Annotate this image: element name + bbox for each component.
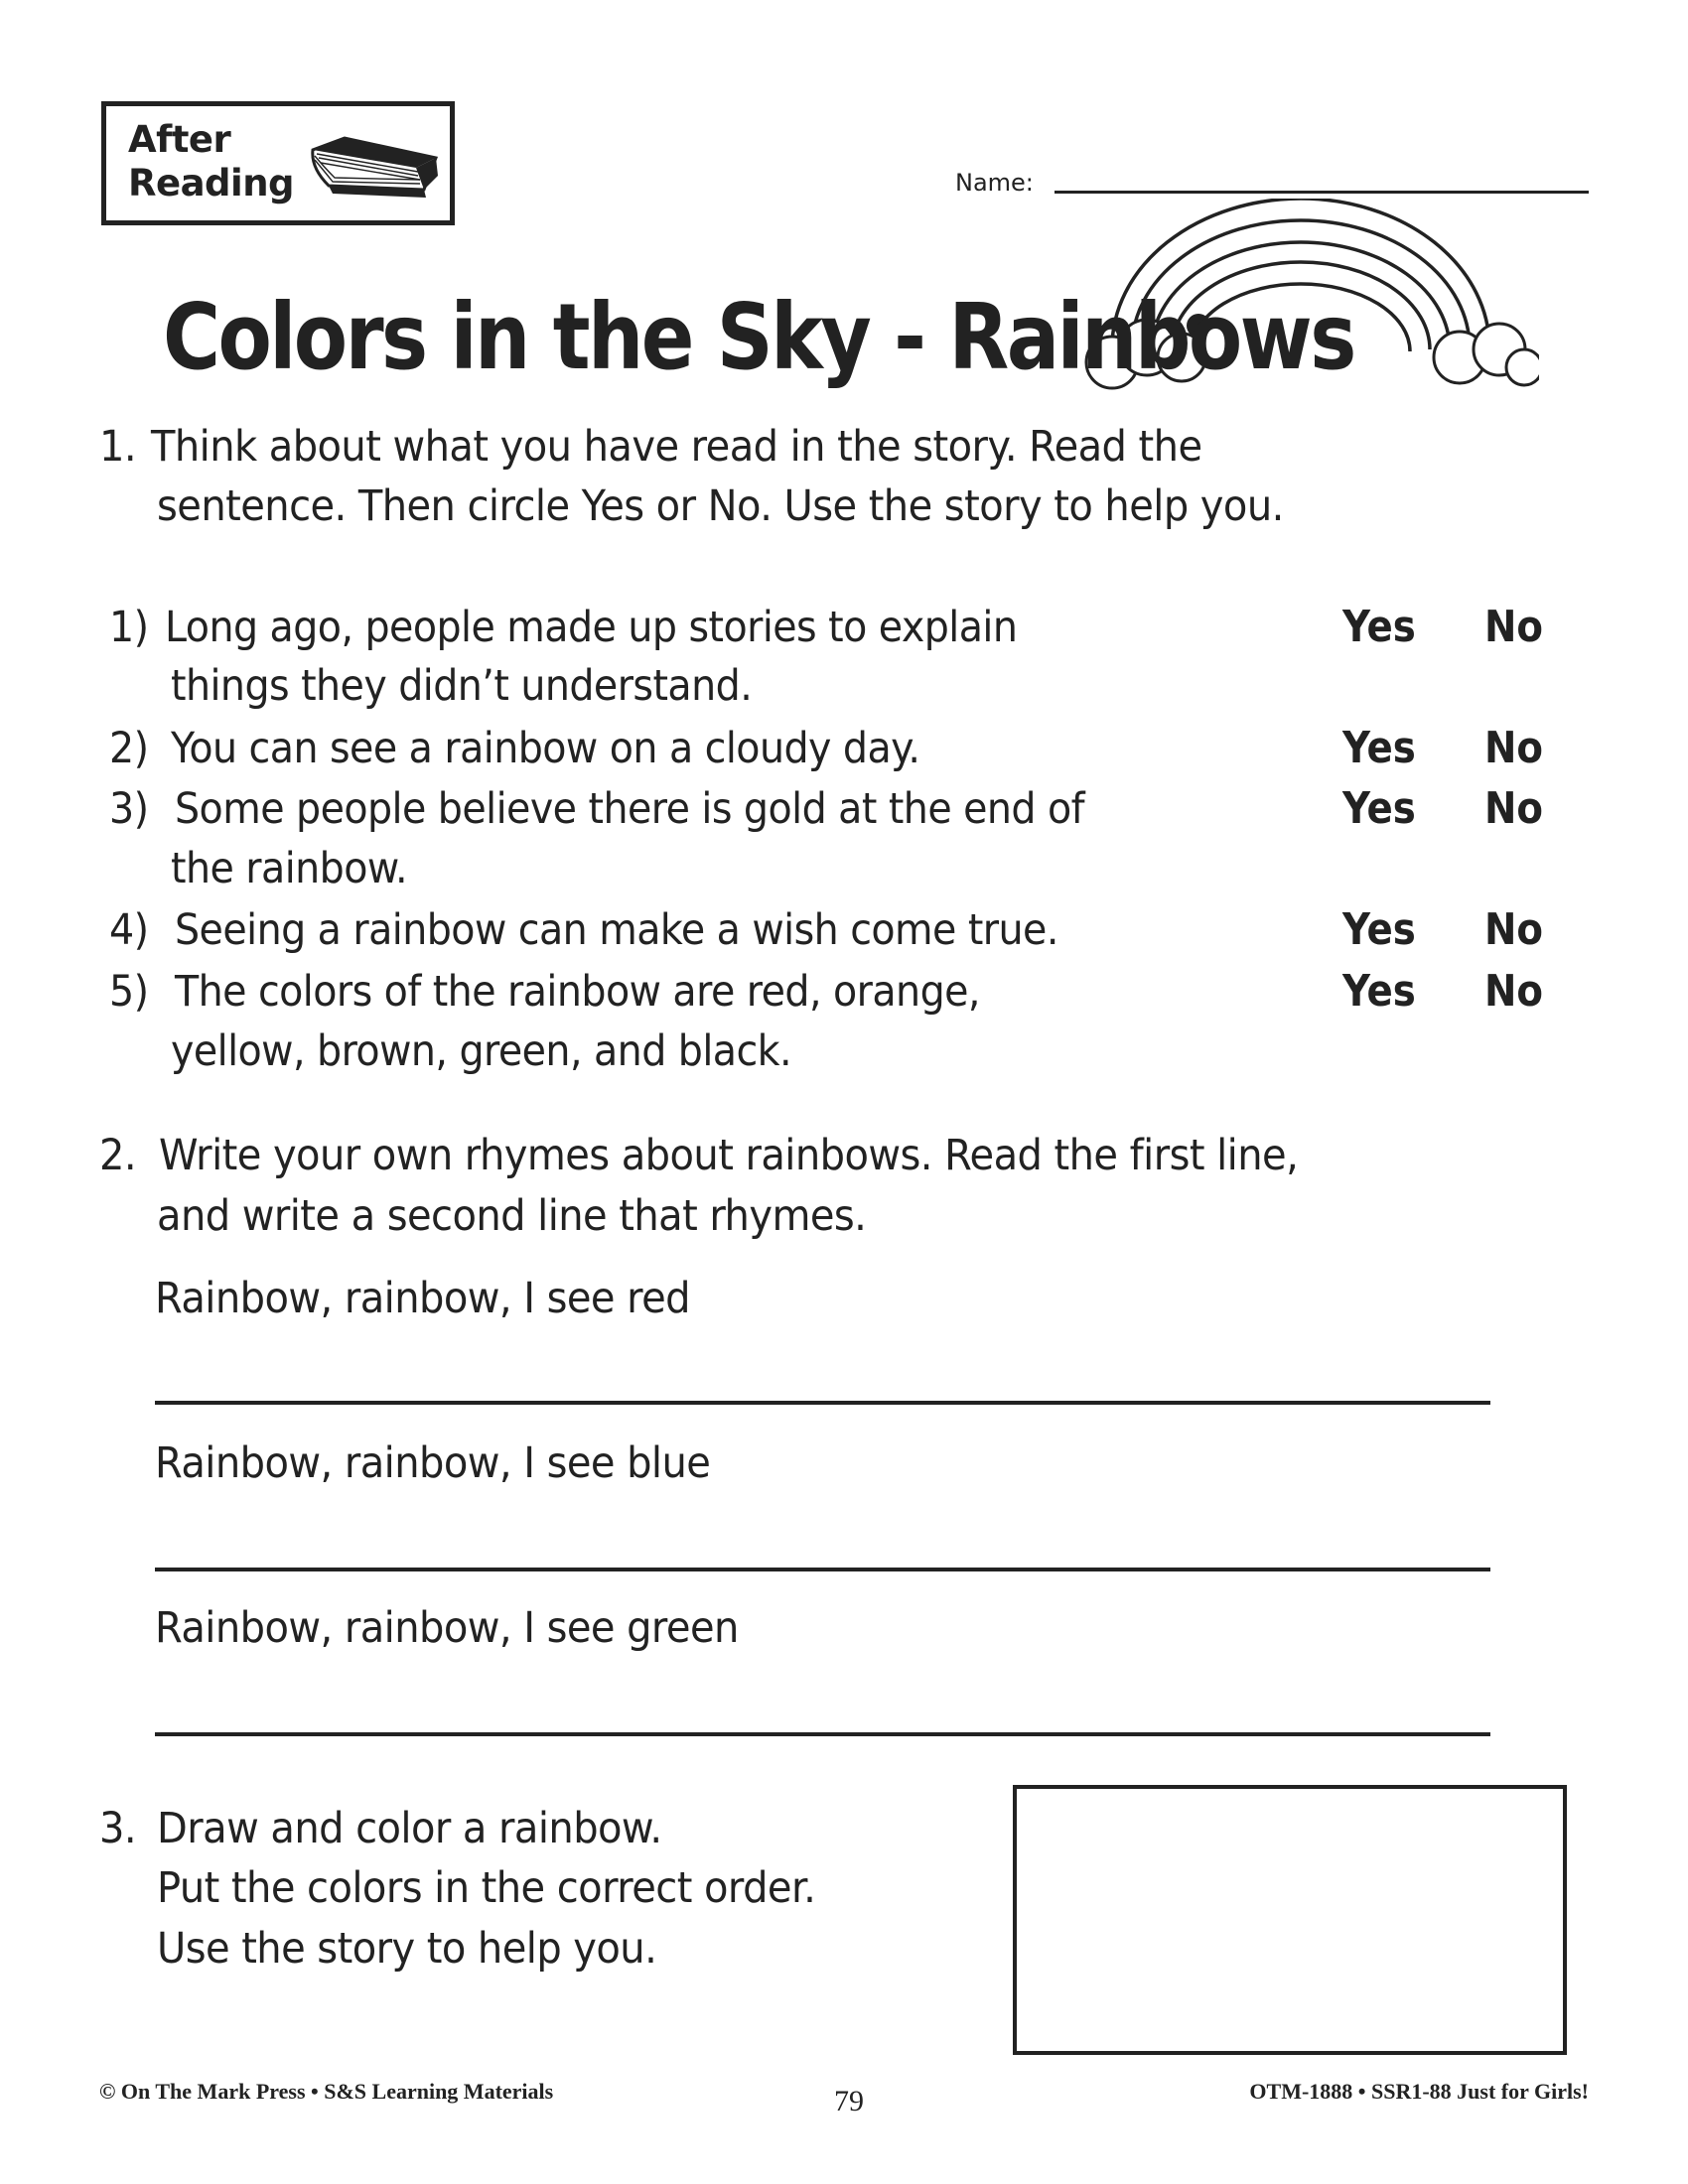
name-label: Name: — [955, 169, 1034, 197]
question-3-number: 3. — [99, 1804, 137, 1853]
book-icon — [305, 128, 444, 207]
drawing-box[interactable] — [1013, 1785, 1567, 2055]
rhyme-answer-line-3[interactable] — [155, 1732, 1490, 1736]
statement-1-text: Long ago, people made up stories to explain — [165, 603, 1018, 652]
statement-3-text: Some people believe there is gold at the end of — [175, 784, 1085, 834]
footer-copyright: © On The Mark Press • S&S Learning Materials — [99, 2079, 554, 2104]
question-3-prompt-line-3: Use the story to help you. — [157, 1924, 657, 1974]
statement-5-no-option[interactable]: No — [1484, 966, 1544, 1017]
rhyme-prompt-red: Rainbow, rainbow, I see red — [155, 1274, 690, 1323]
statement-5-yes-option[interactable]: Yes — [1342, 966, 1416, 1017]
question-1-prompt-line-2: sentence. Then circle Yes or No. Use the story to help you. — [157, 481, 1284, 531]
statement-5-number: 5) — [109, 967, 149, 1017]
badge-label — [128, 118, 294, 205]
after-reading-badge — [101, 101, 455, 225]
statement-2-no-option[interactable]: No — [1484, 723, 1544, 773]
question-3-prompt-line-1: Draw and color a rainbow. — [157, 1804, 662, 1853]
question-1-prompt-line-1: Think about what you have read in the story. Read the — [151, 422, 1202, 472]
statement-5-text: The colors of the rainbow are red, orange, — [175, 967, 980, 1017]
statement-2-number: 2) — [109, 724, 149, 773]
name-input-line[interactable] — [1055, 191, 1589, 194]
footer-product-code: OTM-1888 • SSR1-88 Just for Girls! — [1249, 2079, 1589, 2104]
statement-1-text-cont: things they didn’t understand. — [171, 661, 753, 711]
statement-1-yes-option[interactable]: Yes — [1342, 602, 1416, 652]
rhyme-answer-line-2[interactable] — [155, 1568, 1490, 1571]
statement-4-yes-option[interactable]: Yes — [1342, 904, 1416, 955]
page-title: Colors in the Sky - Rainbows — [163, 284, 1354, 390]
statement-3-number: 3) — [109, 784, 149, 834]
statement-3-text-cont: the rainbow. — [171, 844, 408, 893]
question-1-number: 1. — [99, 422, 137, 472]
question-2-prompt-line-2: and write a second line that rhymes. — [157, 1191, 867, 1241]
statement-2-yes-option[interactable]: Yes — [1342, 723, 1416, 773]
question-2-prompt-line-1: Write your own rhymes about rainbows. Read the first line, — [159, 1131, 1299, 1180]
statement-4-number: 4) — [109, 905, 149, 955]
question-2-number: 2. — [99, 1131, 137, 1180]
statement-4-no-option[interactable]: No — [1484, 904, 1544, 955]
statement-4-text: Seeing a rainbow can make a wish come true. — [175, 905, 1058, 955]
statement-3-yes-option[interactable]: Yes — [1342, 783, 1416, 834]
statement-2-text: You can see a rainbow on a cloudy day. — [171, 724, 920, 773]
rhyme-prompt-green: Rainbow, rainbow, I see green — [155, 1603, 739, 1653]
statement-5-text-cont: yellow, brown, green, and black. — [171, 1026, 792, 1076]
badge-line-after: After — [128, 118, 231, 161]
statement-1-no-option[interactable]: No — [1484, 602, 1544, 652]
statement-3-no-option[interactable]: No — [1484, 783, 1544, 834]
rhyme-prompt-blue: Rainbow, rainbow, I see blue — [155, 1438, 711, 1488]
page-number: 79 — [834, 2085, 864, 2117]
rhyme-answer-line-1[interactable] — [155, 1401, 1490, 1405]
question-3-prompt-line-2: Put the colors in the correct order. — [157, 1863, 816, 1913]
badge-line-reading: Reading — [128, 162, 295, 205]
statement-1-number: 1) — [109, 603, 149, 652]
